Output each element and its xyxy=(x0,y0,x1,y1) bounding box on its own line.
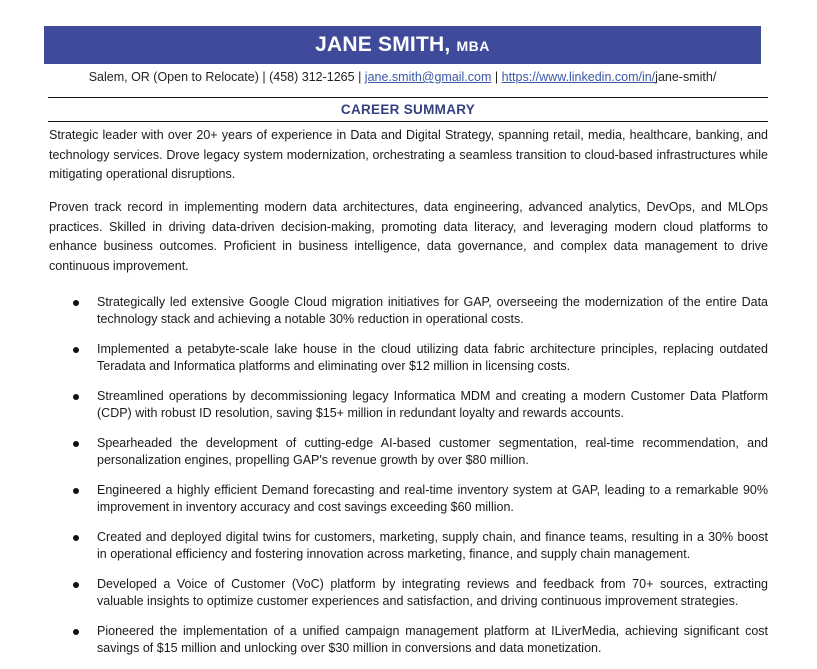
contact-line xyxy=(44,68,761,86)
bullet-icon xyxy=(73,535,79,541)
achievement-item xyxy=(70,529,768,563)
achievement-item xyxy=(70,294,768,328)
achievement-text: Implemented a petabyte-scale lake house in the cloud utilizing data fabric architecture principles, replacing outdated Teradata and Informatica platforms and eliminating over $12 million in licensing costs. xyxy=(97,342,768,373)
bullet-icon xyxy=(73,300,79,306)
linkedin-suffix: jane-smith/ xyxy=(655,70,717,84)
section-title: CAREER SUMMARY xyxy=(340,102,476,117)
summary-paragraph: Proven track record in implementing modern data architectures, data engineering, advanced analytics, DevOps, and MLOps practices. Skilled in driving data-driven decision-making, promoting data literacy, and leveraging modern cloud platforms to enhance business outcomes. Proficient in business intelligence, data governance, and complex data management to drive continuous improvement. xyxy=(49,200,768,273)
achievement-text: Strategically led extensive Google Cloud migration initiatives for GAP, overseeing the modernization of the entire Data technology stack and achieving a notable 30% reduction in operational costs. xyxy=(97,295,768,326)
bullet-icon xyxy=(73,488,79,494)
achievement-text: Streamlined operations by decommissioning legacy Informatica MDM and creating a modern Customer Data Platform (CDP) with robust ID resolution, saving $15+ million in redundant loyalty and rewards accounts. xyxy=(97,389,768,420)
contact-separator: | xyxy=(491,70,502,84)
bullet-icon xyxy=(73,629,79,635)
section-rule-bottom xyxy=(48,121,768,122)
summary-paragraph: Strategic leader with over 20+ years of experience in Data and Digital Strategy, spanning retail, media, healthcare, banking, and technology services. Drove legacy system modernization, orchestrating a seamless transition to cloud-based infrastructures while mitigating operational disruptions. xyxy=(49,128,768,181)
bullet-icon xyxy=(73,394,79,400)
achievement-text: Developed a Voice of Customer (VoC) platform by integrating reviews and feedback from 70+ sources, extracting valuable insights to optimize customer experiences and satisfaction, and driving continuous improvement strategies. xyxy=(97,577,768,608)
candidate-credential: MBA xyxy=(456,38,490,54)
section-rule-top xyxy=(48,97,768,98)
bullet-icon xyxy=(73,582,79,588)
candidate-name: JANE SMITH, xyxy=(315,33,451,56)
achievement-item xyxy=(70,341,768,375)
achievement-text: Spearheaded the development of cutting-edge AI-based customer segmentation, real-time recommendation, and personalization engines, propelling GAP's revenue growth by over $80 million. xyxy=(97,436,768,467)
contact-separator: | xyxy=(258,70,270,84)
achievement-text: Engineered a highly efficient Demand forecasting and real-time inventory system at GAP, leading to a remarkable 90% improvement in inventory accuracy and cost savings exceeding $60 million. xyxy=(97,483,768,514)
linkedin-link[interactable]: https://www.linkedin.com/in/ xyxy=(501,70,656,84)
achievement-item xyxy=(70,576,768,610)
achievements-list xyxy=(70,294,768,669)
name-banner xyxy=(44,26,761,64)
contact-separator: | xyxy=(354,70,365,84)
contact-phone: (458) 312-1265 xyxy=(269,70,355,84)
bullet-icon xyxy=(73,347,79,353)
email-link[interactable]: jane.smith@gmail.com xyxy=(364,70,492,84)
achievement-item xyxy=(70,623,768,657)
achievement-item xyxy=(70,388,768,422)
achievement-text: Pioneered the implementation of a unified campaign management platform at ILiverMedia, achieving significant cost savings of $15 million and unlocking over $30 million in conversions and data monetization. xyxy=(97,624,768,655)
bullet-icon xyxy=(73,441,79,447)
achievement-item xyxy=(70,482,768,516)
achievement-text: Created and deployed digital twins for customers, marketing, supply chain, and finance teams, resulting in a 30% boost in operational efficiency and fostering innovation across marketing, finance, and supply chain management. xyxy=(97,530,768,561)
achievement-item xyxy=(70,435,768,469)
contact-location: Salem, OR (Open to Relocate) xyxy=(88,70,259,84)
